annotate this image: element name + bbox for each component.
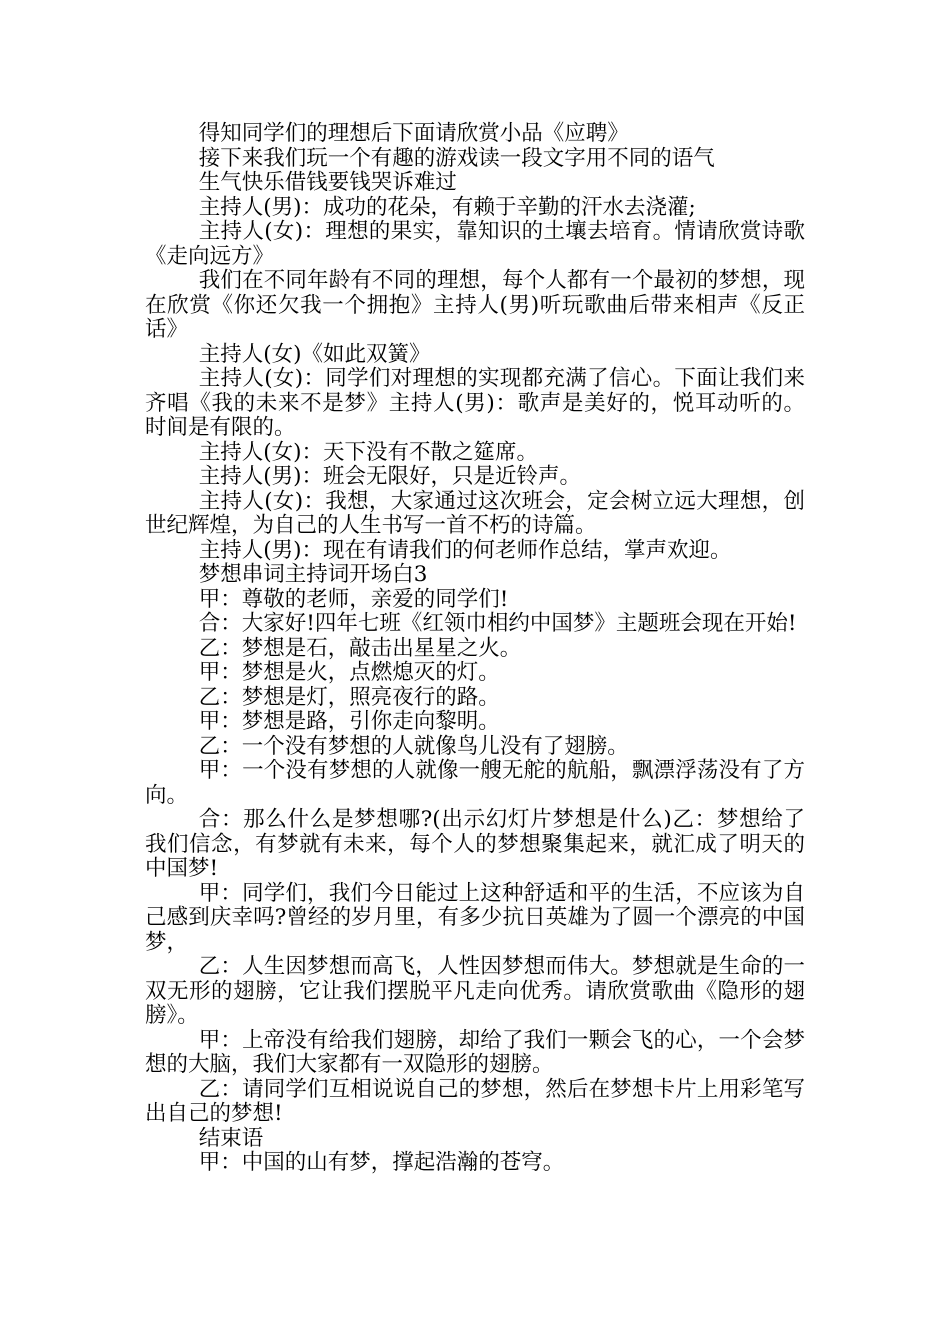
paragraph: 主持人(女)《如此双簧》	[198, 341, 431, 367]
paragraph: 得知同学们的理想后下面请欣赏小品《应聘》	[198, 121, 629, 146]
paragraph: 乙：梦想是石，敲击出星星之火。	[198, 635, 522, 661]
paragraph: 接下来我们玩一个有趣的游戏读一段文字用不同的语气	[198, 145, 715, 171]
paragraph: 甲：尊敬的老师，亲爱的同学们!	[198, 586, 509, 612]
paragraph: 甲：梦想是路，引你走向黎明。	[198, 709, 500, 734]
paragraph: 我们在不同年龄有不同的理想，每个人都有一个最初的梦想，现在欣赏《你还欠我一个拥抱》主持人(男)听玩歌曲后带来相声《反正话》	[145, 268, 805, 342]
paragraph: 乙：梦想是灯，照亮夜行的路。	[198, 684, 500, 710]
paragraph: 合：大家好!四年七班《红领巾相约中国梦》主题班会现在开始!	[198, 611, 797, 636]
paragraph: 主持人(男)：现在有请我们的何老师作总结，掌声欢迎。	[198, 537, 732, 563]
paragraph: 乙：人生因梦想而高飞，人性因梦想而伟大。梦想就是生命的一双无形的翅膀，它让我们摆脱平凡走向优秀。请欣赏歌曲《隐形的翅膀》。	[145, 954, 805, 1028]
paragraph: 合：那么什么是梦想哪?(出示幻灯片梦想是什么)乙：梦想给了我们信念，有梦就有未来，每个人的梦想聚集起来，就汇成了明天的中国梦!	[145, 807, 805, 881]
paragraph: 甲：梦想是火，点燃熄灭的灯。	[198, 660, 500, 685]
paragraph: 甲：上帝没有给我们翅膀，却给了我们一颗会飞的心，一个会梦想的大脑，我们大家都有一双隐形的翅膀。	[145, 1027, 805, 1077]
paragraph: 甲：同学们，我们今日能过上这种舒适和平的生活，不应该为自己感到庆幸吗?曾经的岁月里，有多少抗日英雄为了圆一个漂亮的中国梦，	[145, 880, 805, 955]
paragraph: 生气快乐借钱要钱哭诉难过	[198, 170, 457, 195]
paragraph: 主持人(男)：班会无限好，只是近铃声。	[198, 464, 582, 489]
paragraph: 甲：一个没有梦想的人就像一艘无舵的航船，飘漂浮荡没有了方向。	[145, 758, 805, 808]
paragraph: 主持人(男)：成功的花朵，有赖于辛勤的汗水去浇灌;	[198, 194, 696, 220]
document-body	[145, 122, 805, 1176]
section-heading: 梦想串词主持词开场白3	[198, 562, 428, 587]
section-heading: 结束语	[198, 1125, 264, 1151]
paragraph: 主持人(女)：理想的果实，靠知识的土壤去培育。情请欣赏诗歌《走向远方》	[145, 219, 805, 269]
paragraph: 甲：中国的山有梦，撑起浩瀚的苍穹。	[198, 1150, 565, 1175]
paragraph: 主持人(女)：天下没有不散之筵席。	[198, 439, 539, 465]
paragraph: 主持人(女)：我想，大家通过这次班会，定会树立远大理想，创世纪辉煌，为自己的人生书写一首不朽的诗篇。	[145, 488, 805, 538]
paragraph: 乙：一个没有梦想的人就像鸟儿没有了翅膀。	[198, 733, 629, 759]
paragraph: 主持人(女)：同学们对理想的实现都充满了信心。下面让我们来齐唱《我的未来不是梦》主持人(男)：歌声是美好的，悦耳动听的。时间是有限的。	[145, 366, 805, 440]
paragraph: 乙：请同学们互相说说自己的梦想，然后在梦想卡片上用彩笔写出自己的梦想!	[145, 1076, 805, 1126]
